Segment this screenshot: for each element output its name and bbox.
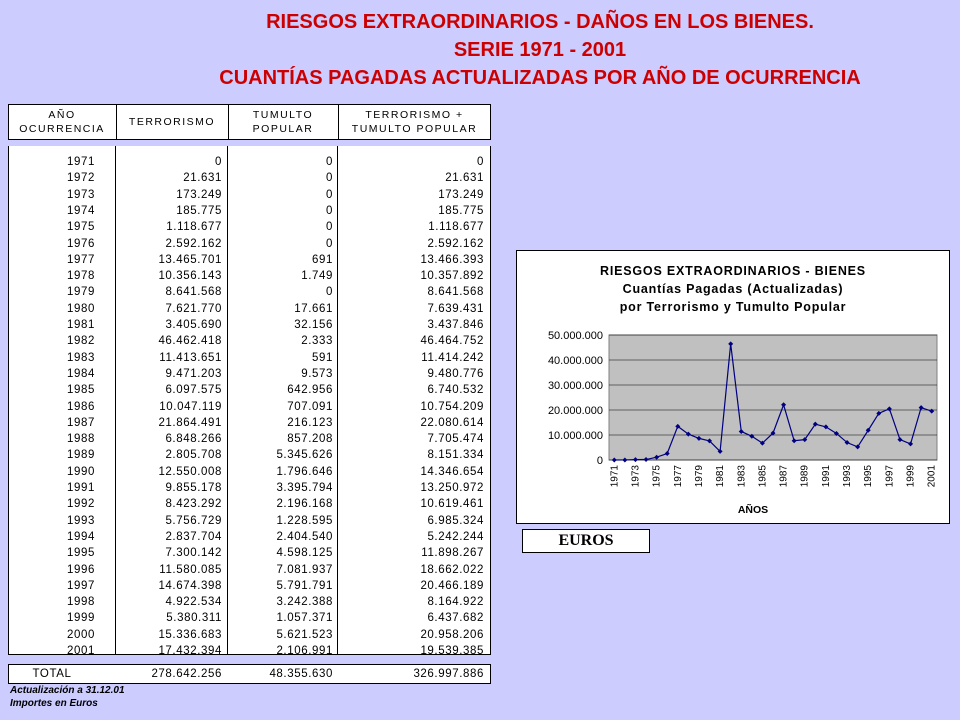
cell-terrorism: 11.580.085	[159, 563, 222, 576]
cell-year: 1978	[67, 270, 95, 283]
cell-terrorism: 173.249	[176, 188, 222, 201]
table-row	[9, 399, 490, 415]
cell-terrorism: 10.356.143	[158, 270, 222, 283]
cell-terrorism: 8.641.568	[165, 286, 222, 299]
y-tick-label: 50.000.000	[547, 330, 603, 342]
chart-title-line: Cuantías Pagadas (Actualizadas)	[622, 282, 844, 296]
cell-sum: 14.346.654	[420, 465, 484, 478]
cell-riot: 591	[312, 351, 333, 364]
table-body	[8, 146, 491, 655]
cell-year: 1991	[67, 482, 95, 494]
cell-terrorism: 21.631	[183, 172, 222, 185]
table-row	[9, 187, 490, 203]
x-tick-label: 1987	[778, 465, 790, 488]
table-row	[9, 203, 490, 219]
cell-terrorism: 1.118.677	[166, 221, 222, 234]
table-row	[9, 317, 490, 333]
cell-sum: 185.775	[438, 204, 484, 217]
cell-sum: 7.705.474	[427, 433, 484, 446]
chart-panel	[516, 250, 950, 524]
cell-sum: 18.662.022	[420, 563, 484, 576]
x-tick-label: 1985	[757, 465, 769, 488]
total-label: TOTAL	[32, 668, 72, 680]
cell-sum: 10.357.892	[420, 270, 484, 283]
total-sum: 326.997.886	[413, 668, 484, 680]
cell-riot: 0	[326, 188, 333, 201]
y-tick-label: 30.000.000	[547, 380, 603, 392]
table-row	[9, 333, 490, 349]
cell-riot: 1.228.595	[276, 514, 333, 527]
cell-sum: 20.466.189	[420, 579, 484, 592]
cell-terrorism: 3.405.690	[165, 319, 222, 331]
cell-sum: 10.754.209	[420, 400, 484, 413]
cell-terrorism: 2.805.708	[165, 449, 222, 462]
header-riot-line1: TUMULTO	[252, 109, 314, 121]
cell-year: 1987	[67, 416, 95, 429]
cell-sum: 2.592.162	[427, 237, 484, 250]
table-row	[9, 480, 490, 496]
cell-sum: 3.437.846	[427, 319, 484, 331]
x-tick-label: 2001	[926, 465, 938, 488]
cell-year: 1995	[67, 547, 95, 560]
cell-year: 1999	[67, 612, 95, 625]
chart-title-line: por Terrorismo y Tumulto Popular	[619, 300, 847, 314]
cell-sum: 7.639.431	[427, 302, 484, 315]
cell-riot: 9.573	[301, 367, 333, 380]
cell-year: 1972	[67, 172, 95, 185]
cell-terrorism: 6.848.266	[165, 433, 222, 446]
cell-terrorism: 185.775	[176, 204, 222, 217]
cell-year: 1977	[67, 253, 95, 266]
y-tick-label: 10.000.000	[547, 430, 603, 442]
x-tick-label: 1979	[693, 465, 705, 488]
cell-year: 1994	[67, 530, 95, 543]
cell-riot: 2.333	[301, 335, 333, 348]
cell-riot: 4.598.125	[276, 547, 333, 560]
x-tick-label: 1999	[905, 465, 917, 488]
cell-sum: 10.619.461	[420, 498, 484, 511]
cell-year: 1981	[67, 319, 95, 331]
data-table	[8, 104, 491, 689]
header-riot-line2: POPULAR	[252, 123, 314, 135]
cell-year: 1993	[67, 514, 95, 527]
cell-sum: 22.080.614	[420, 416, 484, 429]
x-tick-label: 1981	[715, 465, 727, 488]
cell-terrorism: 8.423.292	[165, 498, 222, 511]
table-row	[9, 610, 490, 626]
header-year-line2: OCURRENCIA	[19, 123, 105, 135]
cell-sum: 0	[477, 156, 484, 168]
cell-year: 1997	[67, 579, 95, 592]
cell-terrorism: 17.432.394	[158, 645, 222, 657]
table-row	[9, 170, 490, 186]
cell-sum: 6.437.682	[427, 612, 484, 625]
cell-sum: 6.985.324	[427, 514, 484, 527]
cell-riot: 0	[326, 237, 333, 250]
cell-terrorism: 5.380.311	[166, 612, 222, 625]
cell-terrorism: 12.550.008	[158, 465, 222, 478]
cell-year: 1982	[67, 335, 95, 348]
x-tick-label: 1977	[672, 465, 684, 488]
cell-year: 1979	[67, 286, 95, 299]
cell-riot: 1.796.646	[276, 465, 333, 478]
total-riot: 48.355.630	[269, 668, 333, 680]
table-row	[9, 415, 490, 431]
cell-year: 1996	[67, 563, 95, 576]
cell-riot: 1.749	[301, 270, 333, 283]
cell-riot: 707.091	[287, 400, 333, 413]
cell-year: 1973	[67, 188, 95, 201]
cell-riot: 2.404.540	[276, 530, 333, 543]
table-row	[9, 236, 490, 252]
table-row	[9, 594, 490, 610]
x-tick-label: 1973	[630, 465, 642, 488]
cell-sum: 6.740.532	[427, 384, 484, 397]
cell-riot: 32.156	[294, 319, 333, 331]
header-year	[9, 105, 115, 139]
cell-riot: 0	[326, 172, 333, 185]
cell-year: 1985	[67, 384, 95, 397]
cell-sum: 1.118.677	[428, 221, 484, 234]
cell-terrorism: 9.855.178	[165, 482, 222, 494]
cell-terrorism: 6.097.575	[165, 384, 222, 397]
cell-year: 1976	[67, 237, 95, 250]
table-row	[9, 219, 490, 235]
x-tick-label: 1993	[842, 465, 854, 488]
table-row	[9, 447, 490, 463]
footnotes	[10, 684, 125, 710]
cell-year: 1998	[67, 596, 95, 609]
x-tick-label: 1997	[884, 465, 896, 488]
cell-year: 2001	[67, 645, 95, 657]
cell-sum: 8.151.334	[427, 449, 484, 462]
plot-area	[609, 335, 937, 460]
cell-terrorism: 46.462.418	[158, 335, 222, 348]
cell-riot: 0	[326, 286, 333, 299]
cell-terrorism: 5.756.729	[165, 514, 222, 527]
title-line-2: SERIE 1971 - 2001	[453, 39, 627, 61]
total-terrorism: 278.642.256	[151, 668, 222, 680]
cell-riot: 5.791.791	[276, 579, 333, 592]
cell-year: 1980	[67, 302, 95, 315]
cell-terrorism: 14.674.398	[158, 579, 222, 592]
cell-sum: 20.958.206	[420, 628, 484, 641]
cell-year: 1989	[67, 449, 95, 462]
cell-riot: 0	[326, 156, 333, 168]
cell-sum: 5.242.244	[427, 530, 484, 543]
header-sum-line2: TUMULTO POPULAR	[351, 123, 478, 135]
cell-riot: 857.208	[287, 433, 333, 446]
cell-year: 2000	[67, 628, 95, 641]
cell-year: 1990	[67, 465, 95, 478]
cell-terrorism: 9.471.203	[165, 367, 222, 380]
cell-sum: 8.164.922	[427, 596, 484, 609]
header-riot	[229, 105, 337, 139]
cell-riot: 1.057.371	[276, 612, 333, 625]
line-chart	[517, 251, 949, 523]
table-row	[9, 562, 490, 578]
x-axis-label: AÑOS	[737, 504, 769, 516]
cell-terrorism: 2.837.704	[165, 530, 222, 543]
cell-riot: 3.395.794	[276, 482, 333, 494]
y-tick-label: 40.000.000	[547, 355, 603, 367]
table-row	[9, 513, 490, 529]
table-row	[9, 643, 490, 659]
cell-terrorism: 7.300.142	[165, 547, 222, 560]
y-tick-label: 0	[596, 455, 603, 467]
cell-sum: 8.641.568	[427, 286, 484, 299]
cell-riot: 3.242.388	[276, 596, 333, 609]
y-tick-label: 20.000.000	[547, 405, 603, 417]
x-tick-label: 1989	[799, 465, 811, 488]
cell-riot: 216.123	[287, 416, 333, 429]
table-row	[9, 545, 490, 561]
cell-year: 1971	[67, 156, 95, 168]
cell-sum: 13.466.393	[420, 253, 484, 266]
cell-year: 1983	[67, 351, 95, 364]
cell-riot: 17.661	[294, 302, 333, 315]
page-title	[0, 8, 960, 92]
x-tick-label: 1971	[609, 465, 621, 488]
currency-label: EUROS	[522, 529, 650, 553]
footnote-update: Actualización a 31.12.01	[10, 685, 125, 696]
cell-terrorism: 15.336.683	[158, 628, 222, 641]
cell-year: 1975	[67, 221, 95, 234]
cell-terrorism: 11.413.651	[159, 351, 222, 364]
cell-riot: 2.196.168	[276, 498, 333, 511]
header-terrorism-label: TERRORISMO	[128, 116, 216, 128]
header-sum-line1: TERRORISMO +	[365, 109, 464, 121]
table-row	[9, 382, 490, 398]
table-row	[9, 464, 490, 480]
x-tick-label: 1983	[736, 465, 748, 488]
cell-sum: 19.539.385	[420, 645, 484, 657]
cell-terrorism: 4.922.534	[165, 596, 222, 609]
cell-riot: 7.081.937	[276, 563, 333, 576]
cell-riot: 0	[326, 204, 333, 217]
cell-year: 1986	[67, 400, 95, 413]
table-row	[9, 268, 490, 284]
cell-year: 1974	[67, 204, 95, 217]
title-line-1: RIESGOS EXTRAORDINARIOS - DAÑOS EN LOS BIENES.	[266, 11, 814, 33]
table-row	[9, 529, 490, 545]
title-line-3: CUANTÍAS PAGADAS ACTUALIZADAS POR AÑO DE OCURRENCIA	[219, 67, 861, 89]
chart-title-line: RIESGOS EXTRAORDINARIOS - BIENES	[600, 264, 866, 278]
table-row	[9, 496, 490, 512]
table-header	[8, 104, 491, 140]
header-year-line1: AÑO	[48, 109, 76, 121]
cell-terrorism: 0	[215, 156, 222, 168]
cell-sum: 11.414.242	[421, 351, 484, 364]
footnote-units: Importes en Euros	[10, 698, 98, 709]
cell-year: 1988	[67, 433, 95, 446]
table-row	[9, 252, 490, 268]
total-row	[8, 664, 491, 684]
cell-riot: 2.106.991	[276, 645, 333, 657]
cell-terrorism: 2.592.162	[165, 237, 222, 250]
x-tick-label: 1995	[863, 465, 875, 488]
cell-sum: 9.480.776	[427, 367, 484, 380]
table-row	[9, 366, 490, 382]
cell-sum: 21.631	[445, 172, 484, 185]
cell-year: 1992	[67, 498, 95, 511]
cell-sum: 46.464.752	[420, 335, 484, 348]
cell-riot: 5.345.626	[276, 449, 333, 462]
cell-riot: 642.956	[287, 384, 333, 397]
x-tick-label: 1975	[651, 465, 663, 488]
cell-riot: 691	[312, 253, 333, 266]
cell-year: 1984	[67, 367, 95, 380]
cell-sum: 11.898.267	[421, 547, 484, 560]
cell-riot: 5.621.523	[276, 628, 333, 641]
header-sum	[339, 105, 490, 139]
table-row	[9, 350, 490, 366]
table-row	[9, 284, 490, 300]
table-row	[9, 301, 490, 317]
table-row	[9, 627, 490, 643]
table-row	[9, 431, 490, 447]
cell-terrorism: 10.047.119	[159, 400, 222, 413]
table-row	[9, 578, 490, 594]
cell-terrorism: 21.864.491	[158, 416, 222, 429]
header-terrorism	[117, 105, 227, 139]
x-tick-label: 1991	[820, 465, 832, 488]
cell-sum: 173.249	[438, 188, 484, 201]
cell-terrorism: 13.465.701	[158, 253, 222, 266]
cell-sum: 13.250.972	[420, 482, 484, 494]
cell-riot: 0	[326, 221, 333, 234]
table-row	[9, 154, 490, 170]
cell-terrorism: 7.621.770	[165, 302, 222, 315]
